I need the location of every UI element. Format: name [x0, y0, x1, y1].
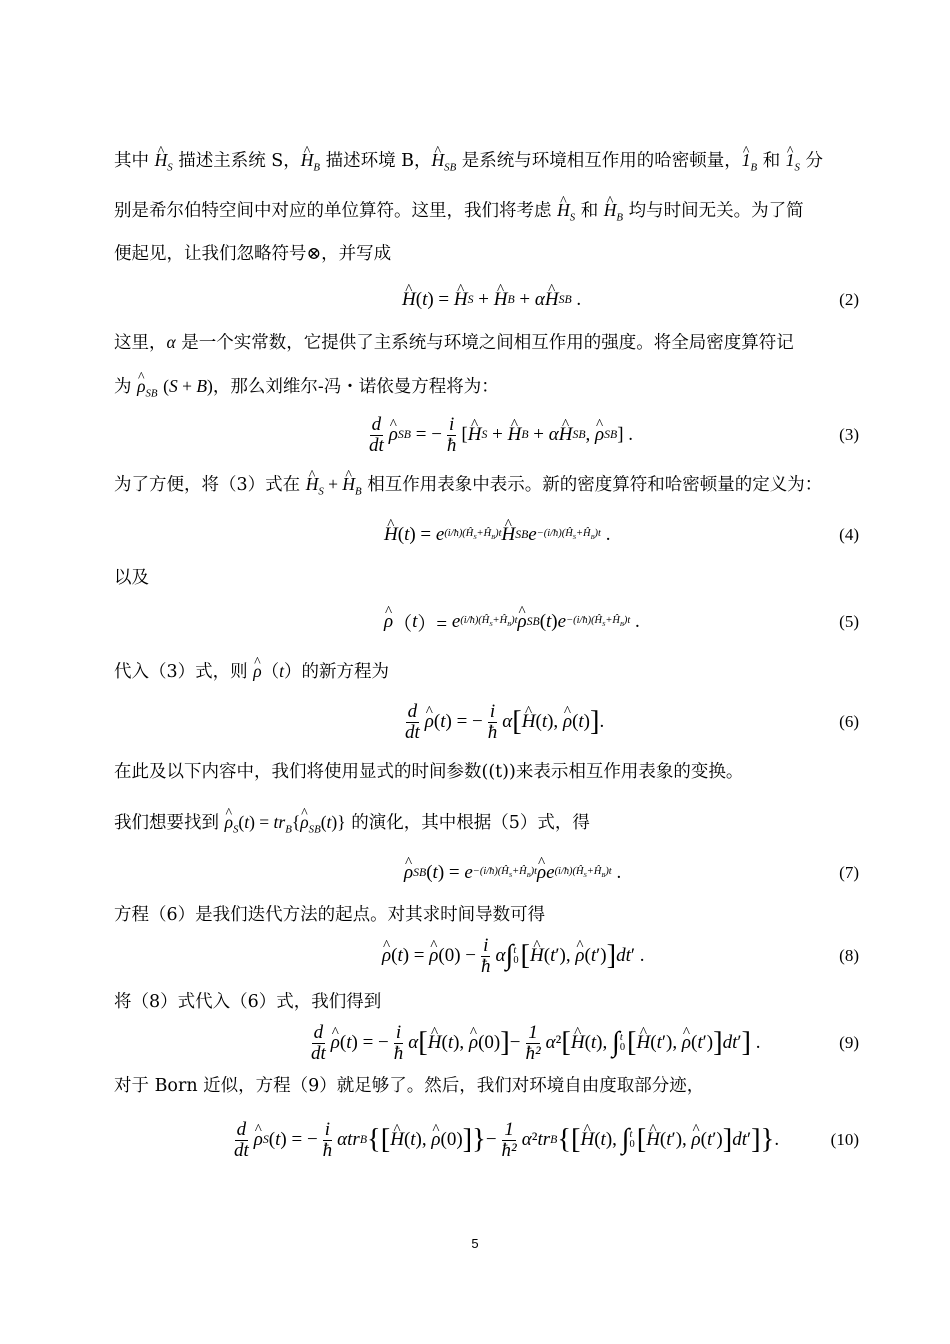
- para6: 在此及以下内容中，我们将使用显式的时间参数((t))来表示相互作用表象的变换。: [114, 762, 744, 782]
- equation-6-formula: $\frac{d}{dt}$ ^ ρ ( t ) = − $\frac{i}{ħ}$ α [ ^ H ( t ), ^ ρ ( t ) ] .: [400, 692, 604, 752]
- equation-5-formula: ^ ρ （ t ）= e $(i/ħ)(Ĥ_S+Ĥ_B)t$ ^ ρ SB ( t ) e $-(i/ħ)(Ĥ_S+Ĥ_B)t$ .: [384, 592, 640, 652]
- equation-3-formula: $\frac{d}{dt}$ ^ ρ SB = − $\frac{i}{ħ}$ [ ^ H S + ^ H B + α ^ H SB , ^ ρ SB ] .: [364, 405, 633, 465]
- para1-line3: 便起见，让我们忽略符号⊗，并写成: [114, 244, 392, 264]
- para10: 对于 Born 近似，方程（9）就足够了。然后，我们对环境自由度取部分迹，: [114, 1076, 705, 1096]
- equation-7: [114, 843, 859, 903]
- equation-4: [114, 505, 859, 565]
- equation-4-formula: ^ H ( t ) = e $(i/ħ)(Ĥ_S+Ĥ_B)t$ ^ H SB e $-(i/ħ)(Ĥ_S+Ĥ_B)t$ .: [384, 505, 610, 565]
- equation-5: [114, 592, 859, 652]
- para3: 为了方便，将（3）式在 ^ $H_S$ + ^ $H_B$ 相互作用表象中表示。新的密度算符和哈密顿量的定义为：: [114, 472, 859, 504]
- equation-2: [114, 270, 859, 330]
- equation-3: [114, 405, 859, 465]
- equation-9-number: (9): [839, 1033, 859, 1052]
- equation-4-number: (4): [839, 525, 859, 544]
- equation-8-number: (8): [839, 946, 859, 965]
- para1-line1: 其中 ^ $H_S$ 描述主系统 S，^ $H_B$ 描述环境 B，^ $H_{SB}$ 是系统与环境相互作用的哈密顿量，^ $1_B$ 和 ^ $1_S$ 分: [114, 148, 859, 180]
- equation-10-formula: $\frac{d}{dt}$ ^ ρ S ( t ) = − $\frac{i}{ħ}$ α tr B {[ ^ H ( t ), ^ ρ (0) ]} − $\frac{1}{\text{ħ²}}$ α ² tr B {[ ^ H ( t ), ∫ t 0 [ ^ H ( t ′), ^ ρ ( t ′) ] dt ′ ]} .: [229, 1110, 779, 1170]
- equation-2-formula: ^ H ( t ) = ^ H S + ^ H B + α ^ H SB .: [402, 270, 581, 330]
- equation-2-number: (2): [839, 290, 859, 309]
- equation-10-number: (10): [830, 1130, 859, 1149]
- equation-7-number: (7): [839, 863, 859, 882]
- equation-6-number: (6): [839, 712, 859, 731]
- equation-6: [114, 692, 859, 752]
- equation-8: [114, 926, 859, 986]
- page-number: 5: [471, 1236, 479, 1251]
- equation-3-number: (3): [839, 425, 859, 444]
- equation-8-formula: ^ ρ ( t ) = ^ ρ (0) − $\frac{i}{ħ}$ α ∫ t 0 [ ^ H ( t ′), ^ ρ ( t ′) ] dt ′ .: [382, 926, 645, 986]
- para8: 方程（6）是我们迭代方法的起点。对其求时间导数可得: [114, 905, 546, 925]
- equation-9-formula: $\frac{d}{dt}$ ^ ρ ( t ) = − $\frac{i}{ħ}$ α [ ^ H ( t ), ^ ρ (0) ] − $\frac{1}{\text{ħ²}}$ α ² [ ^ H ( t ), ∫ t 0 [ ^ H ( t ′), ^ ρ ( t ′) ] dt ′ ] .: [306, 1013, 761, 1073]
- para7: 我们想要找到 ^ $\rho_S(t)$ = $tr_B\{\^{}$ $\rho_{SB}(t)$} 的演化，其中根据（5）式，得: [114, 810, 859, 842]
- equation-9: [114, 1013, 859, 1073]
- para5: 代入（3）式，则 ^ ρ（t）的新方程为: [114, 659, 859, 684]
- para9: 将（8）式代入（6）式，我们得到: [114, 992, 382, 1012]
- para4: 以及: [114, 568, 149, 588]
- para1-line2: 别是希尔伯特空间中对应的单位算符。这里，我们将考虑 ^ $H_S$ 和 ^ $H_B$ 均与时间无关。为了简: [114, 198, 859, 230]
- equation-5-number: (5): [839, 612, 859, 631]
- para2-line2: 为 ^ $\rho_{SB}$ (S + B)，那么刘维尔-冯・诺依曼方程将为：: [114, 374, 859, 406]
- para2-line1: 这里，α 是一个实常数，它提供了主系统与环境之间相互作用的强度。将全局密度算符记: [114, 332, 794, 353]
- equation-10: [114, 1110, 859, 1170]
- equation-7-formula: ^ ρ SB ( t ) = e $-(i/ħ)(Ĥ_S+Ĥ_B)t$ ^ ρ e $(i/ħ)(Ĥ_S+Ĥ_B)t$ .: [404, 843, 621, 903]
